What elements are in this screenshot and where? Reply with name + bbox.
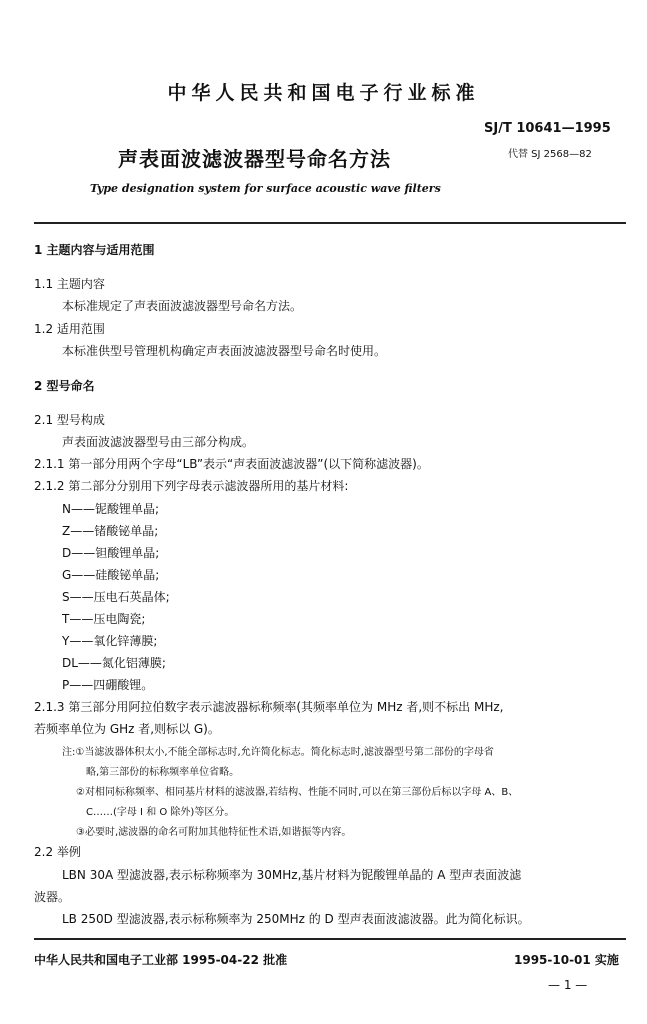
- section-2-1-2: 2.1.2 第二部分分别用下列字母表示滤波器所用的基片材料:: [34, 479, 349, 493]
- section-2-1-heading: 2.1 型号构成: [34, 413, 105, 427]
- section-2-1-1: 2.1.1 第一部分用两个字母“LB”表示“声表面波滤波器”(以下简称滤波器)。: [34, 457, 429, 471]
- standard-number: SJ/T 10641—1995: [484, 121, 611, 136]
- section-2-1-text: 声表面波滤波器型号由三部分构成。: [62, 435, 255, 449]
- material-item: S——压电石英晶体;: [62, 590, 170, 604]
- footer-rule: [34, 938, 626, 940]
- header-rule: [34, 222, 626, 224]
- note-2-line2: C……(字母 I 和 O 除外)等区分。: [86, 807, 235, 818]
- material-item: N——铌酸锂单晶;: [62, 502, 160, 516]
- page-number: — 1 —: [548, 978, 588, 992]
- section-2-heading: 2 型号命名: [34, 379, 95, 393]
- material-item: T——压电陶瓷;: [62, 612, 146, 626]
- section-2-1-3-line2: 若频率单位为 GHz 者,则标以 G)。: [34, 722, 220, 736]
- section-2-2-heading: 2.2 举例: [34, 845, 81, 859]
- material-item: Y——氧化锌薄膜;: [62, 634, 158, 648]
- english-title: Type designation system for surface acoustic wave filters: [90, 182, 441, 195]
- note-2-line1: ②对相同标称频率、相同基片材料的滤波器,若结构、性能不同时,可以在第三部份后标以字母 A、B、: [76, 787, 519, 798]
- standard-title: 中华人民共和国电子行业标准: [167, 82, 480, 104]
- section-1-heading: 1 主题内容与适用范围: [34, 243, 155, 257]
- example-1-line1: LBN 30A 型滤波器,表示标称频率为 30MHz,基片材料为铌酸锂单晶的 A 型声表面波滤: [62, 868, 522, 882]
- note-3: ③必要时,滤波器的命名可附加其他特征性术语,如谐振等内容。: [76, 827, 352, 838]
- document-title: 声表面波滤波器型号命名方法: [118, 147, 391, 171]
- material-item: DL——氮化铝薄膜;: [62, 656, 166, 670]
- effective-date: 1995-10-01 实施: [514, 953, 619, 967]
- material-item: G——硅酸铋单晶;: [62, 568, 160, 582]
- example-1-line2: 波器。: [34, 890, 71, 904]
- approval-line: 中华人民共和国电子工业部 1995-04-22 批准: [34, 953, 288, 967]
- note-1-line1: 注:①当滤波器体积太小,不能全部标志时,允许简化标志。简化标志时,滤波器型号第二部份的字母省: [62, 747, 494, 758]
- note-1-line2: 略,第三部份的标称频率单位省略。: [86, 767, 240, 778]
- section-1-1-heading: 1.1 主题内容: [34, 277, 105, 291]
- section-1-2-heading: 1.2 适用范围: [34, 322, 105, 336]
- material-item: Z——锗酸铋单晶;: [62, 524, 159, 538]
- section-1-2-text: 本标准供型号管理机构确定声表面波滤波器型号命名时使用。: [62, 344, 387, 358]
- example-2: LB 250D 型滤波器,表示标称频率为 250MHz 的 D 型声表面波滤波器。此为简化标识。: [62, 912, 530, 926]
- material-item: P——四硼酸锂。: [62, 678, 154, 692]
- section-1-1-text: 本标准规定了声表面波滤波器型号命名方法。: [62, 299, 303, 313]
- replaces-standard: 代替 SJ 2568—82: [508, 149, 592, 160]
- material-item: D——钽酸锂单晶;: [62, 546, 160, 560]
- section-2-1-3-line1: 2.1.3 第三部分用阿拉伯数字表示滤波器标称频率(其频率单位为 MHz 者,则不标出 MHz,: [34, 700, 504, 714]
